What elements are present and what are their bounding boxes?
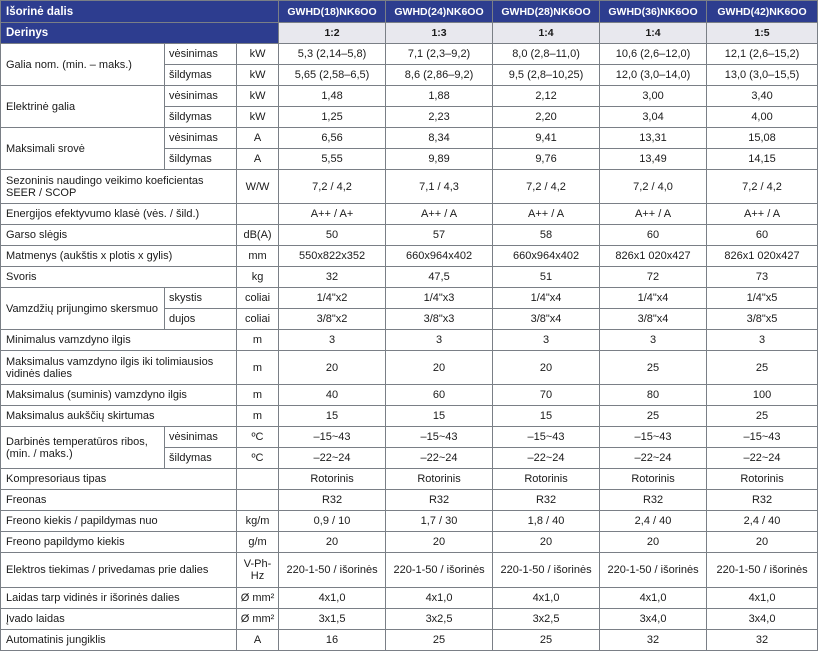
row-sublabel: vėsinimas [165,86,237,107]
row-label: Įvado laidas [1,609,237,630]
row-label: Elektros tiekimas / privedamas prie dalies [1,553,237,588]
table-cell: 9,5 (2,8–10,25) [493,65,600,86]
table-cell: 40 [279,385,386,406]
table-cell: 3 [707,330,818,351]
row-unit: coliai [237,309,279,330]
row-sublabel: šildymas [165,149,237,170]
row-label: Darbinės temperatūros ribos, (min. / maks.) [1,427,165,469]
table-cell: Rotorinis [493,469,600,490]
table-cell: 6,56 [279,128,386,149]
table-row [1,267,818,288]
table-cell: Rotorinis [600,469,707,490]
table-cell: 13,31 [600,128,707,149]
header-row-combos [1,23,818,44]
row-unit: m [237,385,279,406]
table-cell: 3/8"x4 [493,309,600,330]
table-cell: 3x2,5 [493,609,600,630]
row-unit: kW [237,107,279,128]
table-cell: 25 [493,630,600,651]
table-cell: 51 [493,267,600,288]
table-cell: 3/8"x2 [279,309,386,330]
table-cell: 220-1-50 / išorinės [279,553,386,588]
table-row [1,630,818,651]
row-unit [237,204,279,225]
row-unit: A [237,128,279,149]
table-cell: 47,5 [386,267,493,288]
table-cell: 57 [386,225,493,246]
row-unit: V-Ph-Hz [237,553,279,588]
row-unit [237,490,279,511]
table-row [1,511,818,532]
table-cell: 9,76 [493,149,600,170]
table-row [1,609,818,630]
row-sublabel: dujos [165,309,237,330]
row-unit: m [237,351,279,385]
table-cell: 220-1-50 / išorinės [600,553,707,588]
row-label: Elektrinė galia [1,86,165,128]
table-cell: 220-1-50 / išorinės [386,553,493,588]
table-cell: 12,0 (3,0–14,0) [600,65,707,86]
combo-header: 1:3 [386,23,493,44]
table-cell: 20 [493,532,600,553]
row-unit [237,469,279,490]
table-cell: 826x1 020x427 [707,246,818,267]
table-cell: 15 [386,406,493,427]
row-label: Energijos efektyvumo klasė (vės. / šild.) [1,204,237,225]
table-cell: 20 [386,351,493,385]
combo-header: 1:4 [600,23,707,44]
row-label: Vamzdžių prijungimo skersmuo [1,288,165,330]
header-row-models [1,1,818,23]
table-cell: 10,6 (2,6–12,0) [600,44,707,65]
table-cell: A++ / A [493,204,600,225]
row-unit: A [237,149,279,170]
table-row [1,532,818,553]
table-cell: 3x1,5 [279,609,386,630]
table-cell: 1,48 [279,86,386,107]
table-cell: 3x4,0 [707,609,818,630]
table-cell: –22~24 [600,448,707,469]
table-cell: 12,1 (2,6–15,2) [707,44,818,65]
row-label: Automatinis jungiklis [1,630,237,651]
table-cell: A++ / A+ [279,204,386,225]
table-cell: 826x1 020x427 [600,246,707,267]
table-cell: A++ / A [707,204,818,225]
row-label: Laidas tarp vidinės ir išorinės dalies [1,588,237,609]
table-cell: –22~24 [279,448,386,469]
table-row [1,490,818,511]
table-cell: 5,3 (2,14–5,8) [279,44,386,65]
table-cell: 9,41 [493,128,600,149]
model-header: GWHD(36)NK6OO [600,1,707,23]
table-cell: 7,1 / 4,3 [386,170,493,204]
table-row [1,128,818,149]
row-unit: kg/m [237,511,279,532]
table-cell: 80 [600,385,707,406]
table-cell: R32 [493,490,600,511]
row-unit: kW [237,65,279,86]
table-cell: A++ / A [600,204,707,225]
table-cell: 3 [279,330,386,351]
table-cell: 8,0 (2,8–11,0) [493,44,600,65]
table-cell: 1,7 / 30 [386,511,493,532]
table-row [1,469,818,490]
table-cell: 60 [386,385,493,406]
table-cell: 25 [600,351,707,385]
table-cell: A++ / A [386,204,493,225]
table-cell: 3/8"x5 [707,309,818,330]
table-cell: 3,40 [707,86,818,107]
table-cell: –22~24 [707,448,818,469]
table-cell: 25 [600,406,707,427]
row-unit: kW [237,44,279,65]
table-cell: 2,4 / 40 [600,511,707,532]
table-cell: Rotorinis [386,469,493,490]
table-cell: 60 [600,225,707,246]
table-cell: 32 [707,630,818,651]
table-row [1,86,818,107]
row-sublabel: vėsinimas [165,128,237,149]
table-cell: 2,12 [493,86,600,107]
table-cell: 1/4"x5 [707,288,818,309]
table-cell: 7,2 / 4,2 [493,170,600,204]
row-label: Freonas [1,490,237,511]
row-label: Freono papildymo kiekis [1,532,237,553]
table-cell: –15~43 [600,427,707,448]
row-unit: m [237,406,279,427]
table-cell: 3x4,0 [600,609,707,630]
row-label: Maksimalus aukščių skirtumas [1,406,237,427]
row-label: Maksimali srovė [1,128,165,170]
row-sublabel: šildymas [165,107,237,128]
table-cell: 8,34 [386,128,493,149]
row-unit: coliai [237,288,279,309]
table-row [1,170,818,204]
table-cell: 15 [493,406,600,427]
table-cell: 14,15 [707,149,818,170]
table-cell: R32 [707,490,818,511]
table-cell: 7,2 / 4,0 [600,170,707,204]
table-cell: –15~43 [386,427,493,448]
row-unit: m [237,330,279,351]
table-cell: 1,88 [386,86,493,107]
table-cell: Rotorinis [707,469,818,490]
row-label: Garso slėgis [1,225,237,246]
table-cell: 20 [279,532,386,553]
table-cell: 4x1,0 [600,588,707,609]
table-cell: 15 [279,406,386,427]
model-header: GWHD(42)NK6OO [707,1,818,23]
table-cell: 3 [386,330,493,351]
table-cell: 1,8 / 40 [493,511,600,532]
row-label: Maksimalus vamzdyno ilgis iki tolimiausios vidinės dalies [1,351,237,385]
table-cell: 220-1-50 / išorinės [707,553,818,588]
table-cell: 25 [707,351,818,385]
table-row [1,427,818,448]
table-cell: 3x2,5 [386,609,493,630]
table-cell: 25 [386,630,493,651]
table-cell: 3,00 [600,86,707,107]
table-cell: –22~24 [493,448,600,469]
table-cell: 3/8"x3 [386,309,493,330]
row-unit: g/m [237,532,279,553]
table-cell: 3 [600,330,707,351]
table-cell: 660x964x402 [386,246,493,267]
row-label: Svoris [1,267,237,288]
row-label: Matmenys (aukštis x plotis x gylis) [1,246,237,267]
table-cell: 4x1,0 [707,588,818,609]
combo-header: 1:4 [493,23,600,44]
table-cell: 72 [600,267,707,288]
table-cell: 32 [600,630,707,651]
table-cell: 4,00 [707,107,818,128]
row-unit: dB(A) [237,225,279,246]
table-cell: 5,55 [279,149,386,170]
table-cell: 1/4"x3 [386,288,493,309]
combo-header: 1:2 [279,23,386,44]
table-row [1,553,818,588]
row-sublabel: skystis [165,288,237,309]
table-row [1,288,818,309]
table-cell: –15~43 [279,427,386,448]
table-cell: 20 [279,351,386,385]
table-cell: 15,08 [707,128,818,149]
section-title: Išorinė dalis [1,1,279,23]
row-label: Freono kiekis / papildymas nuo [1,511,237,532]
combo-header: 1:5 [707,23,818,44]
table-cell: 16 [279,630,386,651]
table-cell: 1/4"x2 [279,288,386,309]
row-label: Maksimalus (suminis) vamzdyno ilgis [1,385,237,406]
table-cell: 7,1 (2,3–9,2) [386,44,493,65]
table-cell: 4x1,0 [279,588,386,609]
table-cell: 1/4"x4 [600,288,707,309]
table-cell: 73 [707,267,818,288]
table-cell: 1,25 [279,107,386,128]
row-label: Kompresoriaus tipas [1,469,237,490]
table-cell: 60 [707,225,818,246]
row-unit: ºC [237,427,279,448]
row-sublabel: vėsinimas [165,427,237,448]
table-cell: 58 [493,225,600,246]
table-cell: 20 [707,532,818,553]
row-sublabel: šildymas [165,65,237,86]
row-unit: Ø mm² [237,609,279,630]
table-cell: 3 [493,330,600,351]
table-cell: 3/8"x4 [600,309,707,330]
model-header: GWHD(24)NK6OO [386,1,493,23]
model-header: GWHD(18)NK6OO [279,1,386,23]
table-cell: 100 [707,385,818,406]
table-cell: 2,20 [493,107,600,128]
row-unit: ºC [237,448,279,469]
table-cell: R32 [386,490,493,511]
table-cell: 550x822x352 [279,246,386,267]
table-cell: Rotorinis [279,469,386,490]
row-unit: W/W [237,170,279,204]
row-unit: kW [237,86,279,107]
table-cell: 0,9 / 10 [279,511,386,532]
table-cell: 70 [493,385,600,406]
table-cell: 5,65 (2,58–6,5) [279,65,386,86]
table-cell: 20 [600,532,707,553]
table-cell: 7,2 / 4,2 [279,170,386,204]
table-cell: 2,4 / 40 [707,511,818,532]
table-row [1,351,818,385]
table-cell: 1/4"x4 [493,288,600,309]
row-sublabel: šildymas [165,448,237,469]
table-cell: 50 [279,225,386,246]
table-cell: –15~43 [493,427,600,448]
table-cell: 4x1,0 [493,588,600,609]
row-label: Sezoninis naudingo veikimo koeficientas SEER / SCOP [1,170,237,204]
model-header: GWHD(28)NK6OO [493,1,600,23]
row-sublabel: vėsinimas [165,44,237,65]
table-cell: 25 [707,406,818,427]
row-label: Galia nom. (min. – maks.) [1,44,165,86]
table-row [1,225,818,246]
table-cell: R32 [600,490,707,511]
row-unit: A [237,630,279,651]
row-unit: kg [237,267,279,288]
table-cell: 20 [386,532,493,553]
table-cell: 13,0 (3,0–15,5) [707,65,818,86]
table-row [1,44,818,65]
table-cell: 4x1,0 [386,588,493,609]
table-cell: 3,04 [600,107,707,128]
table-cell: 8,6 (2,86–9,2) [386,65,493,86]
table-row [1,588,818,609]
table-cell: 220-1-50 / išorinės [493,553,600,588]
table-cell: 660x964x402 [493,246,600,267]
row-unit: mm [237,246,279,267]
table-row [1,385,818,406]
combo-label: Derinys [1,23,279,44]
table-cell: –22~24 [386,448,493,469]
row-label: Minimalus vamzdyno ilgis [1,330,237,351]
table-cell: 9,89 [386,149,493,170]
table-cell: 32 [279,267,386,288]
table-row [1,204,818,225]
row-unit: Ø mm² [237,588,279,609]
table-cell: R32 [279,490,386,511]
table-cell: 2,23 [386,107,493,128]
table-row [1,406,818,427]
table-cell: 13,49 [600,149,707,170]
table-cell: 20 [493,351,600,385]
table-row [1,330,818,351]
table-cell: –15~43 [707,427,818,448]
table-cell: 7,2 / 4,2 [707,170,818,204]
table-row [1,246,818,267]
